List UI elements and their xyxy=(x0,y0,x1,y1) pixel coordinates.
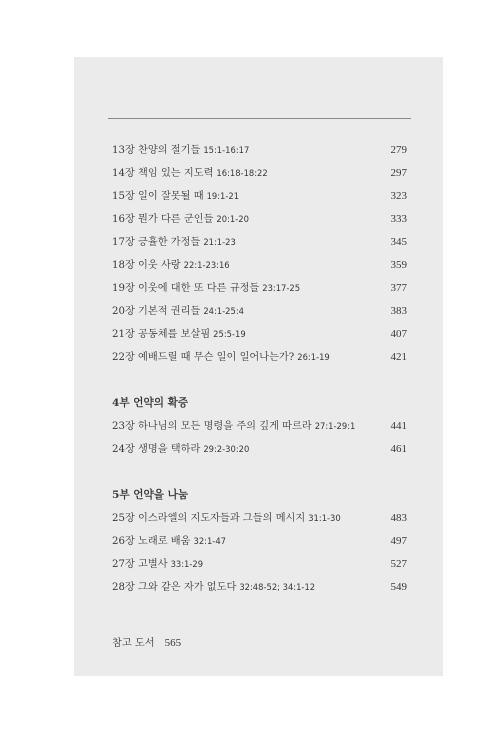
entry-ref: 25:5-19 xyxy=(213,329,246,339)
entry-title: 16장 뭔가 다른 군인들 xyxy=(112,214,214,225)
entry-ref: 32:1-47 xyxy=(193,536,226,546)
toc-entry xyxy=(112,326,407,342)
toc-entry xyxy=(112,142,407,158)
entry-ref: 31:1-30 xyxy=(308,513,341,523)
entry-ref: 29:2-30:20 xyxy=(203,444,250,454)
entry-title: 25장 이스라엘의 지도자들과 그들의 메시지 xyxy=(112,513,306,524)
entry-page: 421 xyxy=(390,351,407,363)
entry-page: 549 xyxy=(390,581,407,593)
entry-title: 20장 기본적 권리들 xyxy=(112,306,201,317)
entry-page: 323 xyxy=(390,190,407,202)
toc-entry xyxy=(112,418,407,434)
toc-entry xyxy=(112,165,407,181)
entry-page: 345 xyxy=(390,236,407,248)
toc-entry xyxy=(112,510,407,526)
entry-title: 18장 이웃 사랑 xyxy=(112,260,181,271)
toc-entry xyxy=(112,280,407,296)
entry-ref: 16:18-18:22 xyxy=(216,168,268,178)
entry-page: 441 xyxy=(390,420,407,432)
entry-title: 17장 긍휼한 가정들 xyxy=(112,237,201,248)
entry-page: 461 xyxy=(390,443,407,455)
part-heading: 5부 언약을 나눔 xyxy=(112,489,189,501)
entry-ref: 15:1-16:17 xyxy=(203,145,250,155)
entry-ref: 20:1-20 xyxy=(216,214,249,224)
entry-page: 297 xyxy=(390,167,407,179)
entry-page: 527 xyxy=(390,558,407,570)
entry-page: 407 xyxy=(390,328,407,340)
entry-page: 383 xyxy=(390,305,407,317)
entry-title: 26장 노래로 배움 xyxy=(112,536,191,547)
entry-ref: 26:1-19 xyxy=(297,352,330,362)
toc-entry xyxy=(112,533,407,549)
toc-entry xyxy=(112,441,407,457)
toc-entry xyxy=(112,234,407,250)
toc-entry xyxy=(112,579,407,595)
entry-page: 377 xyxy=(390,282,407,294)
entry-page: 279 xyxy=(390,144,407,156)
entry-ref: 22:1-23:16 xyxy=(183,260,230,270)
toc-entry xyxy=(112,303,407,319)
top-rule xyxy=(108,118,411,119)
references-label: 참고 도서 xyxy=(112,638,155,649)
references-entry xyxy=(112,635,181,652)
references-page: 565 xyxy=(164,637,182,649)
entry-title: 13장 찬양의 절기들 xyxy=(112,145,201,156)
toc-entry xyxy=(112,257,407,273)
toc-entry xyxy=(112,188,407,204)
book-page xyxy=(74,57,443,676)
entry-ref: 21:1-23 xyxy=(203,237,236,247)
entry-ref: 33:1-29 xyxy=(170,559,204,569)
entry-page: 333 xyxy=(390,213,407,225)
toc-entry xyxy=(112,556,407,572)
entry-title: 14장 책임 있는 지도력 xyxy=(112,168,214,179)
entry-ref: 27:1-29:1 xyxy=(314,421,356,431)
entry-page: 483 xyxy=(390,512,407,524)
entry-title: 23장 하나님의 모든 명령을 주의 깊게 따르라 xyxy=(112,421,312,432)
entry-title: 27장 고별사 xyxy=(112,559,168,570)
entry-title: 22장 예배드릴 때 무슨 일이 일어나는가? xyxy=(112,352,295,363)
entry-page: 359 xyxy=(390,259,407,271)
entry-title: 21장 공동체를 보살핌 xyxy=(112,329,211,340)
entry-title: 19장 이웃에 대한 또 다른 규정들 xyxy=(112,283,260,294)
entry-page: 497 xyxy=(390,535,407,547)
entry-ref: 19:1-21 xyxy=(206,191,240,201)
entry-title: 15장 일이 잘못될 때 xyxy=(112,191,204,202)
toc-entry xyxy=(112,211,407,227)
entry-ref: 32:48-52; 34:1-12 xyxy=(239,582,316,592)
entry-ref: 24:1-25:4 xyxy=(203,306,244,316)
toc-entry xyxy=(112,349,407,365)
entry-ref: 23:17-25 xyxy=(262,283,301,293)
entry-title: 24장 생명을 택하라 xyxy=(112,444,201,455)
part-heading: 4부 언약의 확증 xyxy=(112,397,189,409)
entry-title: 28장 그와 같은 자가 없도다 xyxy=(112,582,237,593)
